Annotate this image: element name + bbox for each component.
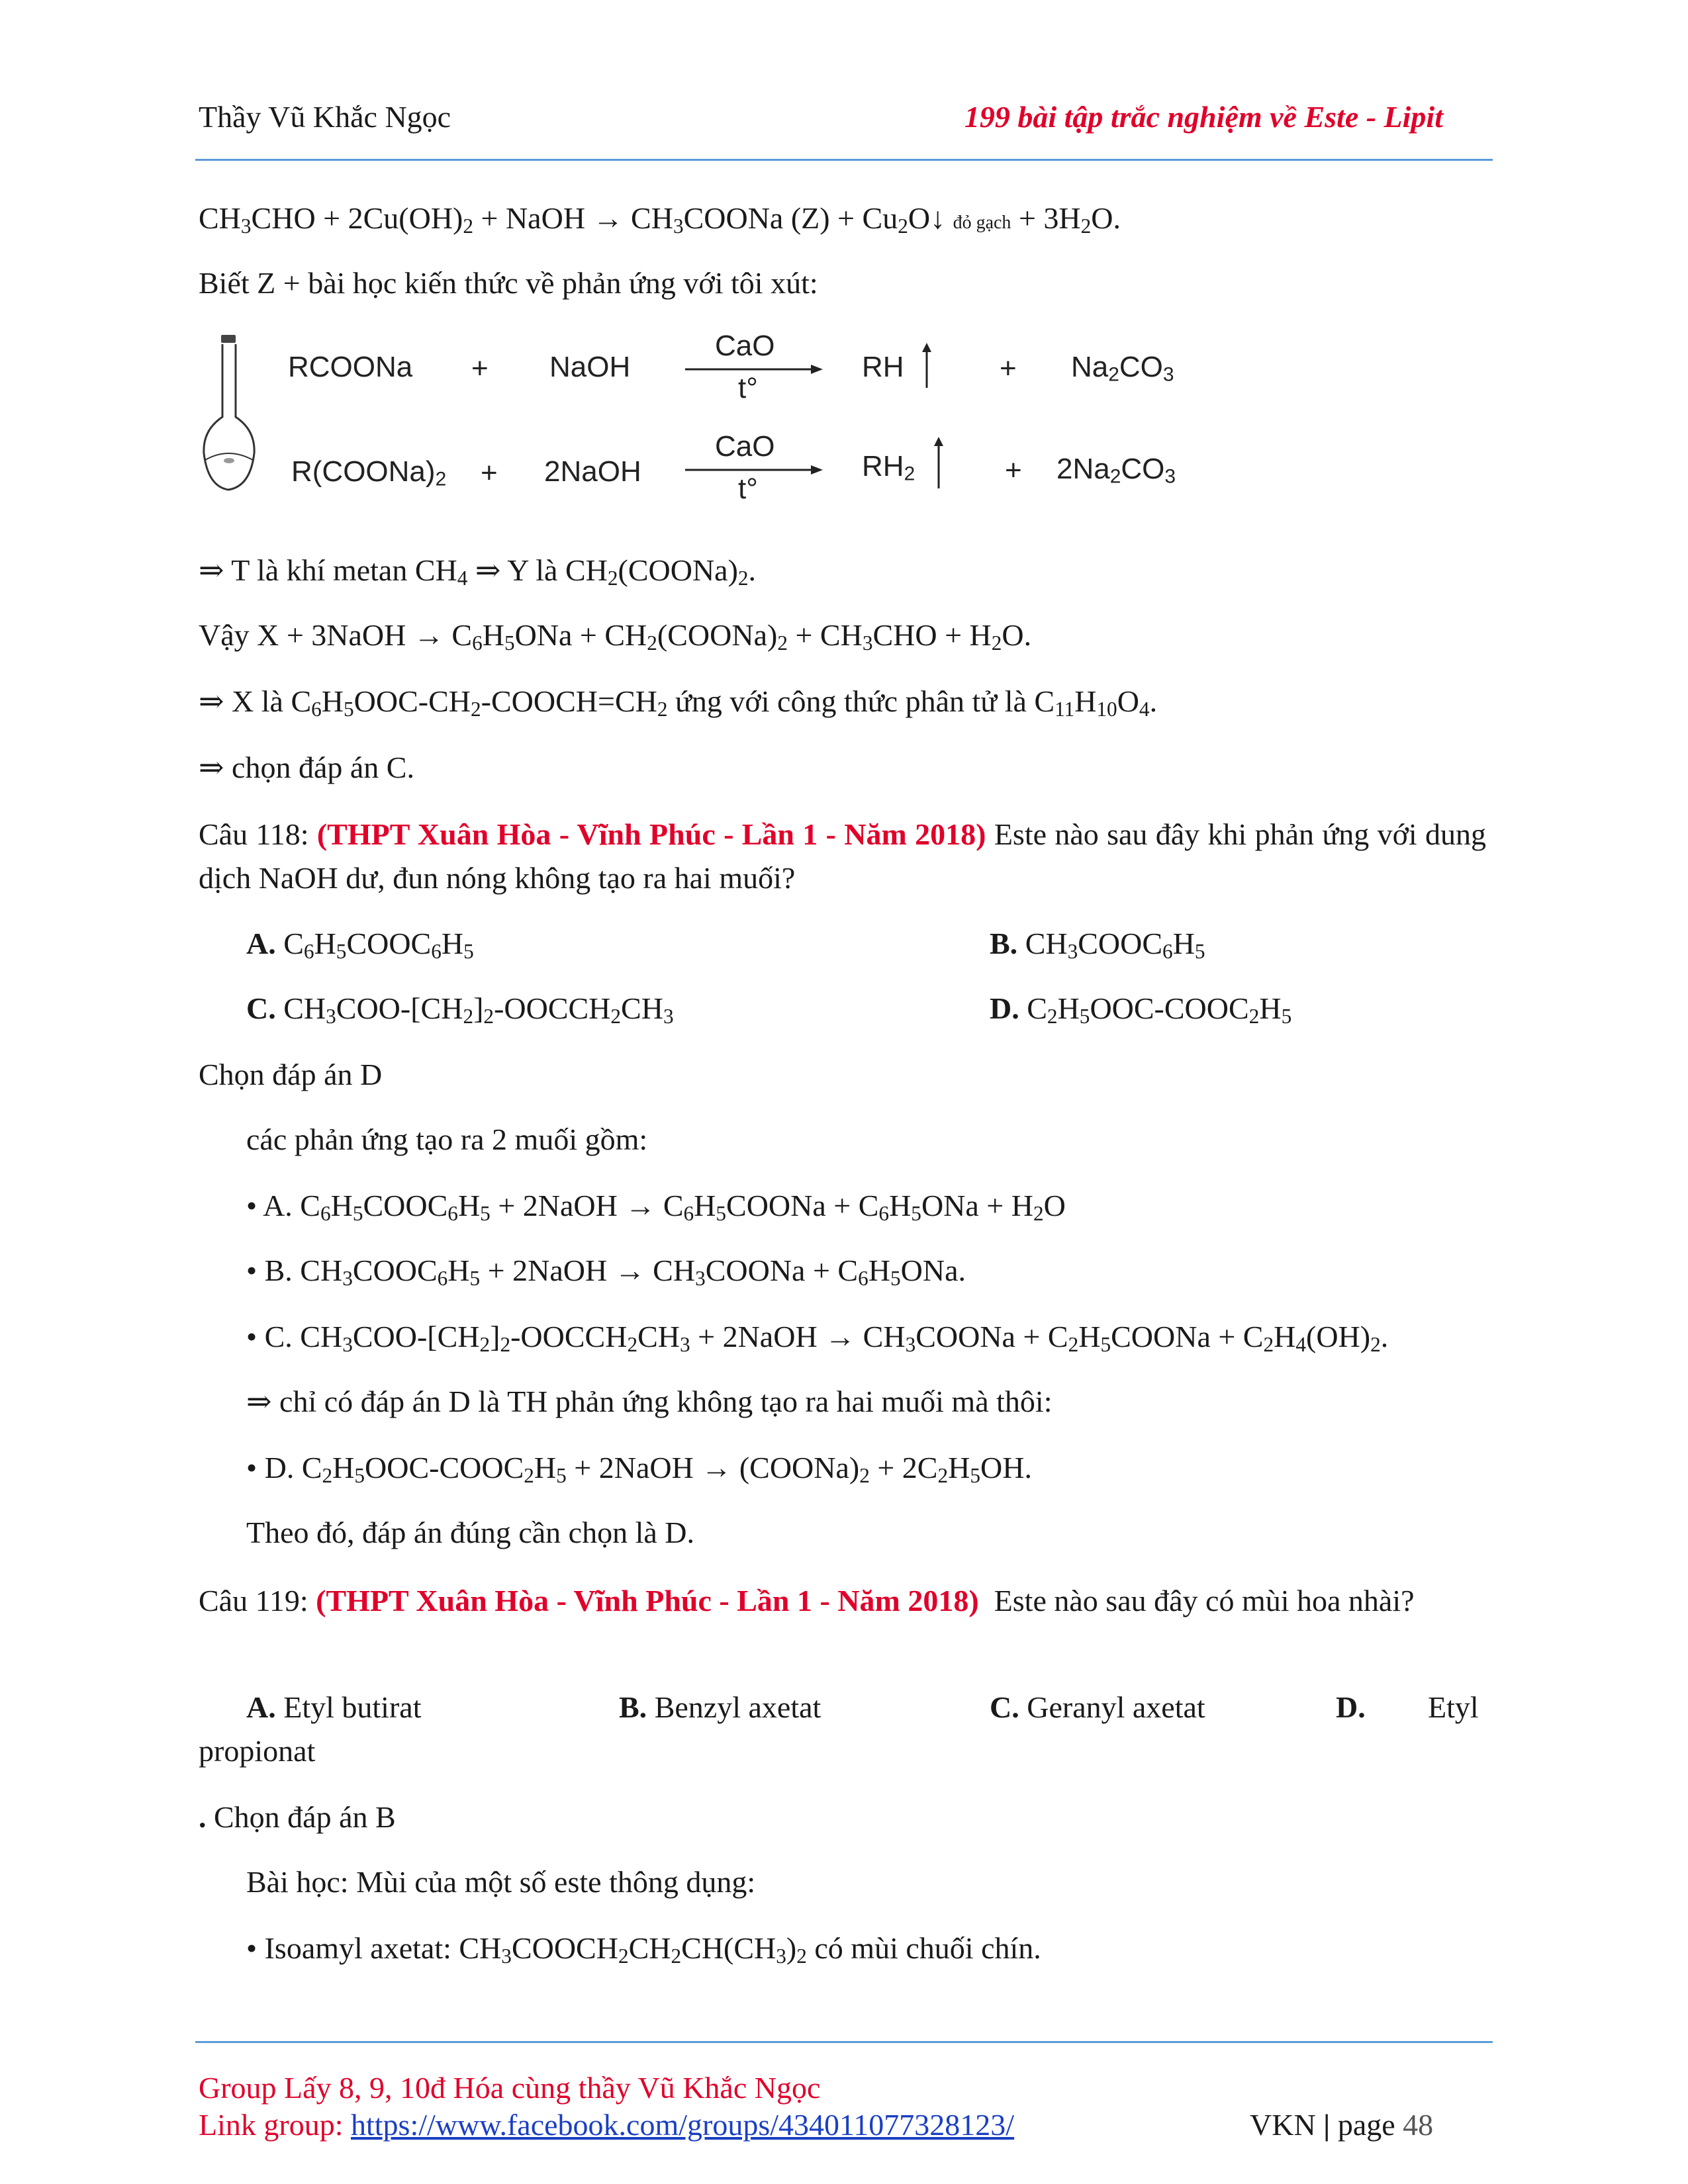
option-119-c: C. Geranyl axetat xyxy=(990,1690,1205,1724)
answer-119: . Chọn đáp án B xyxy=(199,1800,396,1834)
option-119-d-key: D. xyxy=(1336,1690,1366,1724)
reagent-naoh: NaOH xyxy=(549,351,631,383)
product-rh2: $RH_2$ xyxy=(862,450,915,485)
gas-up-arrow-icon xyxy=(932,437,945,490)
header-book-title: 199 bài tập trắc nghiệm về Este - Lipit xyxy=(964,100,1443,134)
product-2na2co3: $2Na_2CO_3$ xyxy=(1056,453,1176,488)
option-118-d: D. $C_2H_5OOC-COOC_2H_5$ xyxy=(990,991,1292,1028)
flask-icon xyxy=(199,331,265,503)
explain-c: • C. $CH_3COO-[CH_2]_2-OOCCH_2CH_3$ + 2NaOH → $CH_3COONa$ + $C_2H_5COONa + C_2H_4(OH)_2$. xyxy=(246,1320,1389,1356)
footer-page: VKN | page 48 xyxy=(1250,2108,1434,2142)
catalyst-cao: CaO xyxy=(715,330,775,362)
equation-copper: $CH_3CHO + 2Cu(OH)_2$ + NaOH → $CH_3COONa$ $(Z) + Cu_2O↓$ đỏ gạch + $3H_2O$. xyxy=(199,201,1121,238)
product-na2co3: $Na_2CO_3$ xyxy=(1071,351,1174,386)
conclusion-answer: ⇒ chọn đáp án C. xyxy=(199,751,414,784)
question-119: Câu 119: (THPT Xuân Hòa - Vĩnh Phúc - Lần 1 - Năm 2018) Este nào sau đây có mùi hoa nhài? xyxy=(199,1584,1415,1617)
explain-d: • D. $C_2H_5OOC-COOC_2H_5$ + 2NaOH → $(COONa)_2 + 2C_2H_5OH$. xyxy=(246,1451,1032,1487)
plus-sign: + xyxy=(1000,352,1017,385)
option-119-b: B. Benzyl axetat xyxy=(619,1690,821,1724)
reagent-2naoh: 2NaOH xyxy=(544,455,641,488)
temperature-label: t° xyxy=(738,372,758,404)
decarboxylation-diagram xyxy=(199,331,1258,503)
option-118-c: C. $CH_3COO-[CH_2]_2-OOCCH_2CH_3$ xyxy=(246,991,674,1028)
conclusion-formula: ⇒ X là $C_6H_5OOC-CH_2-COOCH=CH_2$ ứng với công thức phân tử là $C_{11}H_{10}O_4$. xyxy=(199,684,1158,721)
plus-sign: + xyxy=(471,352,489,385)
catalyst-cao: CaO xyxy=(715,430,775,463)
option-119-d-word2: propionat xyxy=(199,1734,316,1768)
conclusion-equation: Vậy X + 3NaOH → $C_6H_5ONa$ + $CH_2(COONa)_2 + CH_3CHO + H_2O$. xyxy=(199,618,1032,655)
header-rule xyxy=(195,159,1493,161)
z-note: Biết Z + bài học kiến thức về phản ứng với tôi xút: xyxy=(199,266,818,300)
option-119-a: A. Etyl butirat xyxy=(246,1690,422,1724)
plus-sign: + xyxy=(1005,454,1022,486)
answer-118: Chọn đáp án D xyxy=(199,1058,383,1091)
explain-final: Theo đó, đáp án đúng cần chọn là D. xyxy=(246,1516,695,1549)
option-118-a: A. $C_6H_5COOC_6H_5$ xyxy=(246,927,474,963)
reactant-rcoona: RCOONa xyxy=(288,351,413,383)
explain-intro: các phản ứng tạo ra 2 muối gồm: xyxy=(246,1122,648,1156)
plus-sign: + xyxy=(481,457,498,489)
product-rh: RH xyxy=(862,351,904,383)
lesson-title: Bài học: Mùi của một số este thông dụng: xyxy=(246,1865,756,1899)
reactant-rcoona2: $R(COONa)_2$ xyxy=(291,455,447,490)
header-author: Thầy Vũ Khắc Ngọc xyxy=(199,100,451,134)
question-118: Câu 118: (THPT Xuân Hòa - Vĩnh Phúc - Lần 1 - Năm 2018) Este nào sau đây khi phản ứng với dung dịch NaOH dư, đun nóng không tạo ra hai muối? xyxy=(199,817,1487,895)
explain-b: • B. $CH_3COOC_6H_5$ + 2NaOH → $CH_3COONa + C_6H_5ONa$. xyxy=(246,1253,966,1290)
gas-up-arrow-icon xyxy=(920,343,933,389)
option-119-d-word1: Etyl xyxy=(1428,1690,1479,1724)
explain-only-d: ⇒ chỉ có đáp án D là TH phản ứng không tạo ra hai muối mà thôi: xyxy=(246,1385,1053,1418)
explain-a: • A. $C_6H_5COOC_6H_5$ + 2NaOH → $C_6H_5COONa + C_6H_5ONa + H_2O$ xyxy=(246,1189,1066,1225)
temperature-label: t° xyxy=(738,473,758,505)
conclusion-metan: ⇒ T là khí metan $CH_4$ ⇒ Y là $CH_2(COONa)_2$. xyxy=(199,553,757,590)
footer-group: Group Lấy 8, 9, 10đ Hóa cùng thầy Vũ Khắc Ngọc xyxy=(199,2071,821,2105)
lesson-isoamyl: • Isoamyl axetat: $CH_3COOCH_2CH_2CH(CH_3)_2$ có mùi chuối chín. xyxy=(246,1931,1041,1968)
footer-link[interactable]: https://www.facebook.com/groups/434011077328123/ xyxy=(350,2108,1015,2142)
footer-link-line: Link group: https://www.facebook.com/groups/434011077328123/ xyxy=(199,2108,1015,2142)
footer-rule xyxy=(195,2041,1493,2043)
option-118-b: B. $CH_3COOC_6H_5$ xyxy=(990,927,1205,963)
